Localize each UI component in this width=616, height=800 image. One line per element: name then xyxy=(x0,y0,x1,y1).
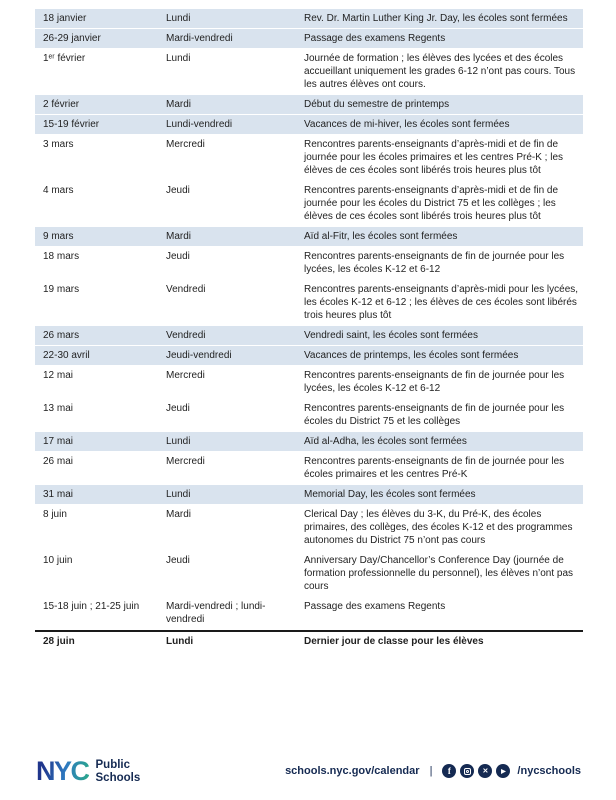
instagram-icon[interactable] xyxy=(460,764,474,778)
footer-links xyxy=(285,764,581,778)
date-cell: 1ᵉʳ février xyxy=(43,53,86,64)
table-row xyxy=(35,135,583,181)
day-cell: Mardi xyxy=(166,231,192,242)
date-cell: 3 mars xyxy=(43,139,74,150)
date-cell: 18 mars xyxy=(43,251,80,262)
day-cell: Jeudi-vendredi xyxy=(166,350,232,361)
date-cell: 28 juin xyxy=(43,636,75,647)
date-cell: 12 mai xyxy=(43,370,74,381)
social-handle[interactable]: /nycschools xyxy=(517,765,581,777)
day-cell: Jeudi xyxy=(166,555,190,566)
table-row xyxy=(35,227,583,247)
day-cell: Mardi-vendredi ; lundi-vendredi xyxy=(166,601,266,625)
date-cell: 26-29 janvier xyxy=(43,33,101,44)
table-row xyxy=(35,280,583,326)
description-cell: Rencontres parents-enseignants de fin de journée pour les écoles primaires et les centres Pré-K xyxy=(304,456,565,480)
description-cell: Rencontres parents-enseignants de fin de journée pour les lycées, les écoles K-12 et 6-12 xyxy=(304,251,565,275)
logo-line-public: Public xyxy=(95,758,131,771)
description-cell: Passage des examens Regents xyxy=(304,33,446,44)
date-cell: 22-30 avril xyxy=(43,350,90,361)
description-cell: Rencontres parents-enseignants de fin de journée pour les lycées, les écoles K-12 et 6-12 xyxy=(304,370,565,394)
day-cell: Vendredi xyxy=(166,330,206,341)
nyc-logo-text: NYC xyxy=(36,756,89,786)
date-cell: 4 mars xyxy=(43,185,74,196)
description-cell: Rencontres parents-enseignants d’après-midi et de fin de journée pour les écoles du District 75 et les collèges ; les élèves de ces écoles sont libérés trois heures plus tôt xyxy=(304,185,559,222)
table-row xyxy=(35,485,583,505)
day-cell: Lundi xyxy=(166,489,191,500)
description-cell: Rencontres parents-enseignants d’après-midi et de fin de journée pour les écoles primaires et les centres Pré-K ; les élèves de ces écoles sont libérés trois heures plus tôt xyxy=(304,139,564,176)
description-cell: Journée de formation ; les élèves des lycées et des écoles accueillant uniquement les grades 6-12 n’ont pas cours. Tous les autres élèves ont cours. xyxy=(304,53,576,90)
footer-separator: | xyxy=(429,765,433,777)
day-cell: Jeudi xyxy=(166,403,190,414)
facebook-icon[interactable]: f xyxy=(442,764,456,778)
table-row xyxy=(35,630,583,652)
description-cell: Rev. Dr. Martin Luther King Jr. Day, les écoles sont fermées xyxy=(304,13,568,24)
logo-line-schools: Schools xyxy=(95,771,141,784)
date-cell: 15-19 février xyxy=(43,119,100,130)
description-cell: Anniversary Day/Chancellor’s Conference Day (journée de formation professionnelle du personnel), les élèves n’ont pas cours xyxy=(304,555,574,592)
date-cell: 9 mars xyxy=(43,231,74,242)
table-row xyxy=(35,505,583,551)
day-cell: Lundi-vendredi xyxy=(166,119,233,130)
table-row xyxy=(35,326,583,346)
description-cell: Memorial Day, les écoles sont fermées xyxy=(304,489,476,500)
table-row xyxy=(35,181,583,227)
date-cell: 18 janvier xyxy=(43,13,87,24)
social-icons xyxy=(442,764,510,778)
table-row xyxy=(35,597,583,630)
description-cell: Rencontres parents-enseignants de fin de journée pour les écoles du District 75 et les collèges xyxy=(304,403,565,427)
table-row xyxy=(35,366,583,399)
date-cell: 26 mai xyxy=(43,456,74,467)
public-schools-logo-text xyxy=(96,759,141,784)
date-cell: 15-18 juin ; 21-25 juin xyxy=(43,601,140,612)
description-cell: Début du semestre de printemps xyxy=(304,99,450,110)
date-cell: 26 mars xyxy=(43,330,80,341)
day-cell: Mercredi xyxy=(166,370,205,381)
footer xyxy=(0,736,616,800)
day-cell: Mardi-vendredi xyxy=(166,33,233,44)
day-cell: Lundi xyxy=(166,636,194,647)
day-cell: Jeudi xyxy=(166,251,190,262)
table-row xyxy=(35,95,583,115)
calendar-url[interactable]: schools.nyc.gov/calendar xyxy=(285,765,420,777)
description-cell: Vacances de printemps, les écoles sont fermées xyxy=(304,350,519,361)
description-cell: Aïd al-Adha, les écoles sont fermées xyxy=(304,436,467,447)
day-cell: Jeudi xyxy=(166,185,190,196)
day-cell: Mercredi xyxy=(166,456,205,467)
date-cell: 2 février xyxy=(43,99,80,110)
description-cell: Clerical Day ; les élèves du 3-K, du Pré-K, des écoles primaires, des collèges, des écoles K-12 et des programmes autonomes du District 75 n’ont pas cours xyxy=(304,509,573,546)
table-row xyxy=(35,551,583,597)
x-icon[interactable]: ✕ xyxy=(478,764,492,778)
table-row xyxy=(35,399,583,432)
table-row xyxy=(35,115,583,135)
description-cell: Vendredi saint, les écoles sont fermées xyxy=(304,330,478,341)
day-cell: Mercredi xyxy=(166,139,205,150)
day-cell: Mardi xyxy=(166,509,192,520)
description-cell: Passage des examens Regents xyxy=(304,601,446,612)
nyc-public-schools-logo xyxy=(36,758,140,785)
day-cell: Mardi xyxy=(166,99,192,110)
date-cell: 10 juin xyxy=(43,555,73,566)
description-cell: Dernier jour de classe pour les élèves xyxy=(304,636,484,647)
table-row xyxy=(35,29,583,49)
table-row xyxy=(35,9,583,29)
day-cell: Lundi xyxy=(166,436,191,447)
description-cell: Vacances de mi-hiver, les écoles sont fermées xyxy=(304,119,510,130)
day-cell: Lundi xyxy=(166,13,191,24)
date-cell: 19 mars xyxy=(43,284,80,295)
table-row xyxy=(35,346,583,366)
description-cell: Aïd al-Fitr, les écoles sont fermées xyxy=(304,231,458,242)
date-cell: 31 mai xyxy=(43,489,74,500)
table-row xyxy=(35,432,583,452)
date-cell: 8 juin xyxy=(43,509,67,520)
description-cell: Rencontres parents-enseignants d’après-midi pour les lycées, les écoles K-12 et 6-12 ; les élèves de ces écoles sont libérés trois heures plus tôt xyxy=(304,284,579,321)
day-cell: Lundi xyxy=(166,53,191,64)
day-cell: Vendredi xyxy=(166,284,206,295)
instagram-glyph xyxy=(464,768,471,775)
date-cell: 17 mai xyxy=(43,436,74,447)
table-row xyxy=(35,452,583,485)
table-row xyxy=(35,49,583,95)
calendar-table xyxy=(35,9,583,652)
youtube-icon[interactable]: ▶ xyxy=(496,764,510,778)
date-cell: 13 mai xyxy=(43,403,74,414)
table-row xyxy=(35,247,583,280)
